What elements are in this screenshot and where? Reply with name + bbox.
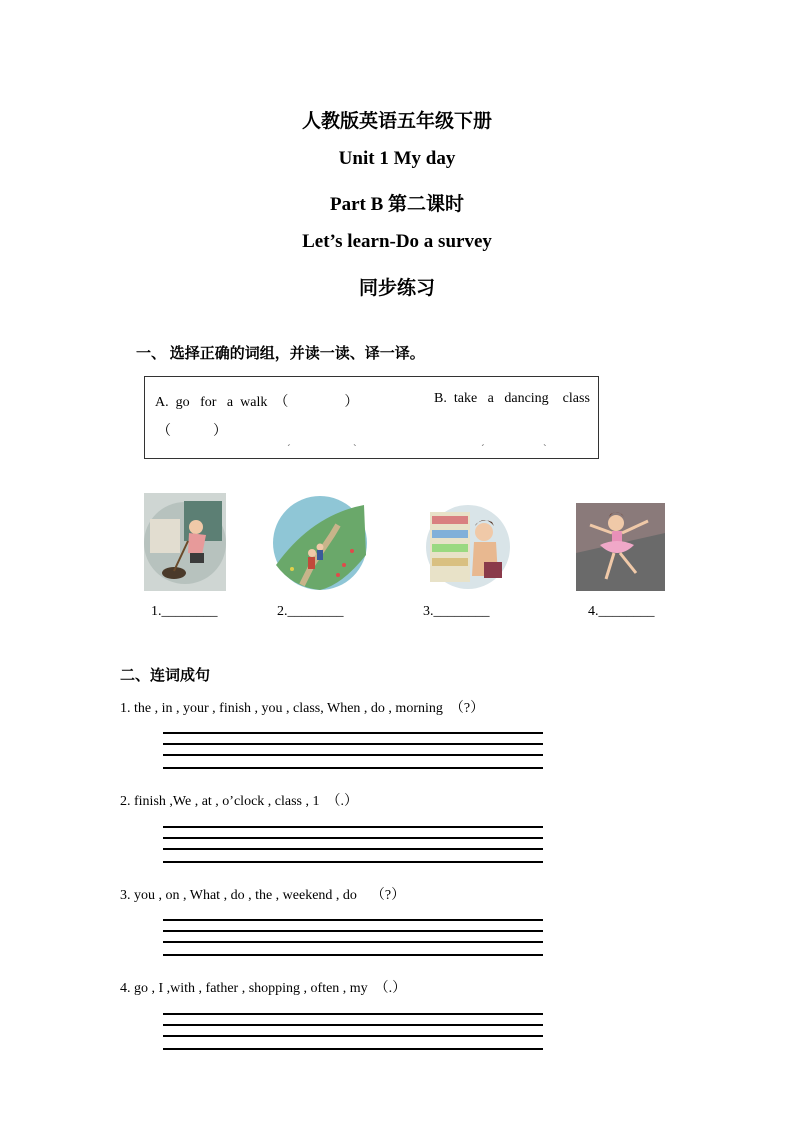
going-shopping-picture bbox=[426, 502, 511, 591]
question-1: 1. the , in , your , finish , you , class, When , do , morning （?） bbox=[120, 701, 485, 716]
answer-line bbox=[163, 1024, 543, 1026]
blank-3[interactable]: 3.________ bbox=[423, 604, 490, 619]
option-blank: （ ） bbox=[157, 424, 227, 439]
answer-line bbox=[163, 1035, 543, 1037]
answer-line bbox=[163, 837, 543, 839]
section1-heading: 一、 选择正确的词组，并读一读、译一译。 bbox=[136, 346, 425, 362]
section2-heading: 二、连词成句 bbox=[120, 668, 211, 684]
answer-line bbox=[163, 1048, 543, 1050]
answer-line bbox=[163, 743, 543, 745]
answer-line bbox=[163, 930, 543, 932]
decorative-mark: ˊ bbox=[481, 443, 485, 455]
choice-box bbox=[144, 376, 599, 459]
blank-2[interactable]: 2.________ bbox=[277, 604, 344, 619]
climbing-mountain-picture bbox=[272, 495, 368, 591]
answer-line bbox=[163, 954, 543, 956]
answer-line bbox=[163, 1013, 543, 1015]
option-b: B. take a dancing class bbox=[434, 391, 590, 406]
title-practice: 同步练习 bbox=[358, 278, 435, 299]
decorative-mark: ˋ bbox=[353, 443, 357, 455]
question-4: 4. go , I ,with , father , shopping , often , my （.） bbox=[120, 981, 407, 996]
title-part: Part B 第二课时 bbox=[329, 194, 465, 215]
answer-line bbox=[163, 754, 543, 756]
answer-line bbox=[163, 826, 543, 828]
blank-1[interactable]: 1.________ bbox=[151, 604, 218, 619]
title-lesson: Let’s learn-Do a survey bbox=[302, 231, 492, 252]
answer-line bbox=[163, 732, 543, 734]
decorative-mark: ˊ bbox=[287, 443, 291, 455]
blank-4[interactable]: 4.________ bbox=[588, 604, 655, 619]
question-2: 2. finish ,We , at , o’clock , class , 1 （.） bbox=[120, 794, 358, 809]
cleaning-room-picture bbox=[144, 493, 226, 591]
answer-line bbox=[163, 919, 543, 921]
dancing-class-picture bbox=[576, 503, 665, 591]
answer-line bbox=[163, 767, 543, 769]
title-unit: Unit 1 My day bbox=[338, 148, 456, 169]
question-3: 3. you , on , What , do , the , weekend , do （?） bbox=[120, 888, 406, 903]
title-book: 人教版英语五年级下册 bbox=[301, 111, 492, 132]
option-a: A. go for a walk （ ） bbox=[155, 395, 359, 410]
decorative-mark: ˋ bbox=[543, 443, 547, 455]
answer-line bbox=[163, 848, 543, 850]
answer-line bbox=[163, 861, 543, 863]
answer-line bbox=[163, 941, 543, 943]
